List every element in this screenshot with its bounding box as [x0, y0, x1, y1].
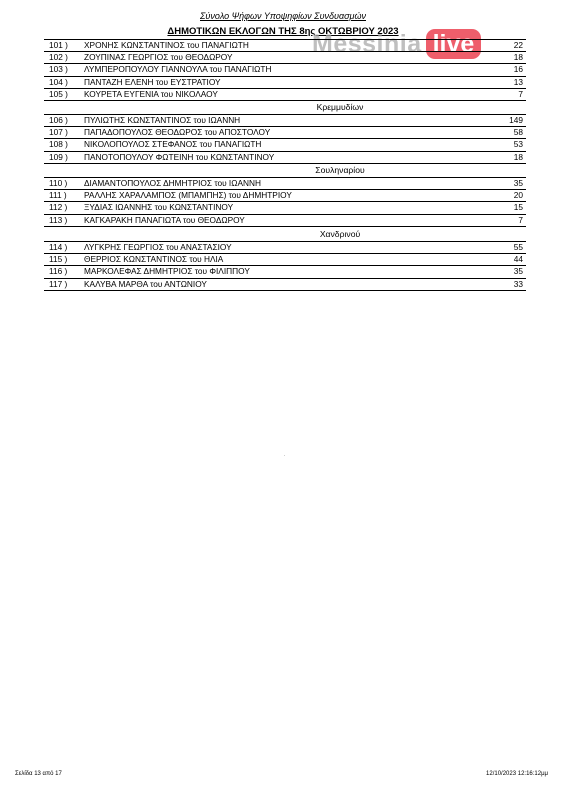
candidate-votes: 149 [509, 115, 523, 125]
candidate-row [44, 139, 526, 151]
candidate-number: 109 ) [49, 151, 68, 162]
candidate-name: ΚΑΓΚΑΡΑΚΗ ΠΑΝΑΓΙΩΤΑ του ΘΕΟΔΩΡΟΥ [84, 214, 245, 225]
candidate-number: 115 ) [49, 254, 68, 265]
section-2 [44, 100, 526, 164]
section-4 [44, 227, 526, 291]
candidate-name: ΞΥΔΙΑΣ ΙΩΑΝΝΗΣ του ΚΩΝΣΤΑΝΤΙΝΟΥ [84, 202, 234, 213]
candidate-row [44, 202, 526, 214]
candidate-row [44, 215, 526, 227]
candidate-row [44, 190, 526, 202]
section-3 [44, 163, 526, 227]
candidate-number: 106 ) [49, 115, 68, 125]
document-title: Σύνολο Ψήφων Υποψηφίων Συνδυασμών [200, 11, 366, 21]
candidate-name: ΛΥΜΠΕΡΟΠΟΥΛΟΥ ΓΙΑΝΝΟΥΛΑ του ΠΑΝΑΓΙΩΤΗ [84, 64, 272, 75]
candidate-name: ΔΙΑΜΑΝΤΟΠΟΥΛΟΣ ΔΗΜΗΤΡΙΟΣ του ΙΩΑΝΝΗ [84, 178, 261, 188]
section-header: Σουληναρίου [315, 165, 365, 175]
candidate-name: ΚΑΛΥΒΑ ΜΑΡΘΑ του ΑΝΤΩΝΙΟΥ [84, 278, 207, 289]
candidate-name: ΚΟΥΡΕΤΑ ΕΥΓΕΝΙΑ του ΝΙΚΟΛΑΟΥ [84, 88, 218, 99]
candidate-number: 114 ) [49, 242, 68, 252]
candidate-votes: 15 [513, 202, 523, 213]
candidate-name: ΡΑΛΛΗΣ ΧΑΡΑΛΑΜΠΟΣ (ΜΠΑΜΠΗΣ) του ΔΗΜΗΤΡΙΟΥ [84, 190, 292, 201]
document-subtitle: ΔΗΜΟΤΙΚΩΝ ΕΚΛΟΓΩΝ ΤΗΣ 8ης ΟΚΤΩΒΡΙΟΥ 2023 [167, 26, 399, 37]
candidate-name: ΘΕΡΡΙΟΣ ΚΩΝΣΤΑΝΤΙΝΟΣ του ΗΛΙΑ [84, 254, 224, 265]
candidate-votes: 20 [513, 190, 523, 201]
candidate-number: 104 ) [49, 76, 68, 87]
section-header: Χανδρινού [319, 229, 361, 239]
candidate-votes: 18 [513, 52, 523, 63]
candidate-number: 113 ) [49, 214, 68, 225]
candidate-name: ΠΑΠΑΔΟΠΟΥΛΟΣ ΘΕΟΔΩΡΟΣ του ΑΠΟΣΤΟΛΟΥ [84, 127, 271, 138]
candidate-number: 101 ) [49, 40, 68, 50]
candidate-row [44, 64, 526, 76]
candidate-votes: 33 [513, 278, 523, 289]
candidate-row [44, 77, 526, 89]
candidate-number: 117 ) [49, 278, 68, 289]
watermark-text-live: live [426, 29, 482, 59]
candidate-votes: 18 [513, 151, 523, 162]
candidate-votes: 35 [513, 178, 523, 188]
candidate-row [44, 127, 526, 139]
candidate-votes: 13 [513, 76, 523, 87]
candidate-number: 116 ) [49, 266, 68, 277]
candidate-row [44, 279, 526, 291]
candidate-row [44, 178, 526, 190]
candidate-name: ΝΙΚΟΛΟΠΟΥΛΟΣ ΣΤΕΦΑΝΟΣ του ΠΑΝΑΓΙΩΤΗ [84, 139, 262, 150]
print-datetime: 12/10/2023 12:16:12μμ [486, 771, 548, 777]
candidate-name: ΖΟΥΠΙΝΑΣ ΓΕΩΡΓΙΟΣ του ΘΕΟΔΩΡΟΥ [84, 52, 233, 63]
candidate-name: ΠΥΛΙΩΤΗΣ ΚΩΝΣΤΑΝΤΙΝΟΣ του ΙΩΑΝΝΗ [84, 115, 241, 125]
candidate-row [44, 52, 526, 64]
candidate-votes: 22 [513, 40, 523, 50]
candidate-row [44, 115, 526, 127]
scan-speck [284, 455, 285, 456]
candidate-votes: 7 [518, 214, 523, 225]
candidate-votes: 58 [513, 127, 523, 138]
candidate-row [44, 254, 526, 266]
candidate-number: 103 ) [49, 64, 68, 75]
candidate-name: ΧΡΟΝΗΣ ΚΩΝΣΤΑΝΤΙΝΟΣ του ΠΑΝΑΓΙΩΤΗ [84, 40, 249, 50]
candidate-votes: 16 [513, 64, 523, 75]
candidate-row [44, 152, 526, 164]
candidate-number: 102 ) [49, 52, 68, 63]
candidate-name: ΛΥΓΚΡΗΣ ΓΕΩΡΓΙΟΣ του ΑΝΑΣΤΑΣΙΟΥ [84, 242, 232, 252]
candidate-name: ΠΑΝΟΤΟΠΟΥΛΟΥ ΦΩΤΕΙΝΗ του ΚΩΝΣΤΑΝΤΙΝΟΥ [84, 151, 275, 162]
candidate-row [44, 242, 526, 254]
candidate-row [44, 40, 526, 52]
candidate-row [44, 266, 526, 278]
candidate-votes: 35 [513, 266, 523, 277]
candidate-number: 112 ) [49, 202, 68, 213]
candidate-votes: 53 [513, 139, 523, 150]
candidate-votes: 7 [518, 88, 523, 99]
candidate-number: 108 ) [49, 139, 68, 150]
candidate-name: ΜΑΡΚΟΛΕΦΑΣ ΔΗΜΗΤΡΙΟΣ του ΦΙΛΙΠΠΟΥ [84, 266, 250, 277]
candidate-votes: 44 [513, 254, 523, 265]
section-1 [44, 40, 526, 101]
candidate-number: 105 ) [49, 88, 68, 99]
candidate-number: 107 ) [49, 127, 68, 138]
candidate-votes: 55 [513, 242, 523, 252]
watermark-text-messinia: Messinia [312, 29, 422, 58]
candidate-number: 110 ) [49, 178, 68, 188]
candidate-number: 111 ) [49, 190, 67, 201]
page-number: Σελίδα 13 από 17 [15, 771, 62, 777]
section-header: Κρεμμυδίων [316, 102, 364, 112]
candidate-name: ΠΑΝΤΑΖΗ ΕΛΕΝΗ του ΕΥΣΤΡΑΤΙΟΥ [84, 76, 221, 87]
